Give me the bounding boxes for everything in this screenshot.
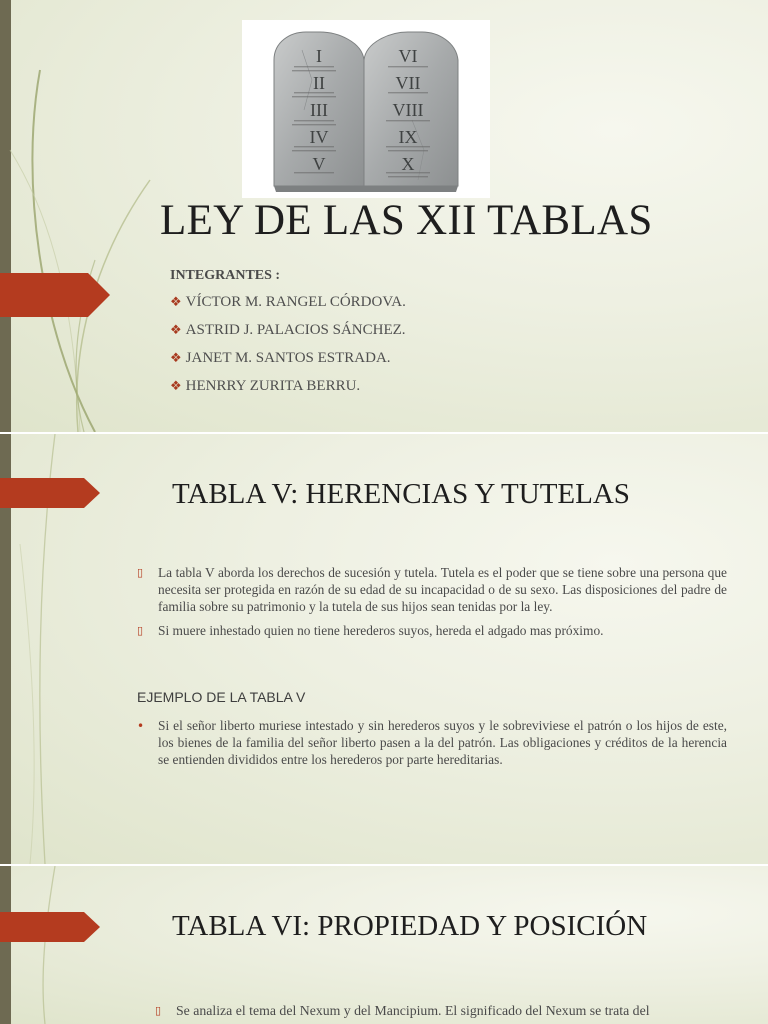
diamond-bullet-icon: ❖ [170, 351, 182, 366]
tablet-numeral: I [316, 46, 322, 66]
bullet-item [137, 717, 727, 768]
square-bullet-icon: ▯ [155, 1004, 162, 1017]
bullet-text: Si muere inhestado quien no tiene herederos suyos, hereda el adgado mas próximo. [158, 623, 604, 638]
left-accent-bar [0, 866, 11, 1024]
diamond-bullet-icon: ❖ [170, 295, 182, 310]
slide-arrow-tab [0, 273, 110, 317]
tabla-v-bullets [137, 564, 727, 646]
tablet-numeral: X [401, 154, 415, 174]
diamond-bullet-icon: ❖ [170, 379, 182, 394]
members-list [170, 292, 406, 404]
member-name: ASTRID J. PALACIOS SÁNCHEZ. [185, 322, 406, 338]
bullet-item [137, 622, 727, 639]
tabla-vi-bullets [155, 1002, 725, 1024]
slide-arrow-tab [0, 478, 100, 508]
example-heading: EJEMPLO DE LA TABLA V [137, 689, 306, 705]
diamond-bullet-icon: ❖ [170, 323, 182, 338]
slide-title [0, 0, 768, 432]
slide-title-tabla-v: TABLA V: HERENCIAS Y TUTELAS [172, 478, 630, 510]
example-bullets [137, 717, 727, 775]
tablet-numeral: IX [398, 127, 418, 147]
member-name: HENRRY ZURITA BERRU. [185, 378, 361, 394]
tablet-numeral: III [310, 100, 328, 120]
bullet-item [155, 1002, 725, 1019]
bullet-text: Se analiza el tema del Nexum y del Mancipium. El significado del Nexum se trata del [176, 1003, 650, 1018]
left-accent-bar [0, 0, 11, 432]
presentation-title: LEY DE LAS XII TABLAS [160, 197, 653, 244]
tablet-numeral: VIII [392, 100, 424, 120]
decorative-swirl-lines [0, 866, 768, 1024]
member-item [170, 376, 406, 404]
member-name: VÍCTOR M. RANGEL CÓRDOVA. [185, 294, 406, 310]
member-item [170, 292, 406, 320]
tablet-numeral: IV [309, 127, 329, 147]
slide-tabla-v [0, 434, 768, 864]
members-label: INTEGRANTES : [170, 268, 281, 283]
tablet-numeral: V [312, 154, 326, 174]
member-name: JANET M. SANTOS ESTRADA. [185, 350, 391, 366]
slide-title-tabla-vi: TABLA VI: PROPIEDAD Y POSICIÓN [172, 910, 648, 942]
slide-tabla-vi [0, 866, 768, 1024]
member-item [170, 320, 406, 348]
tablet-numeral: VII [395, 73, 421, 93]
slide-arrow-tab [0, 912, 100, 942]
bullet-text: La tabla V aborda los derechos de sucesión y tutela. Tutela es el poder que se tiene sobre una persona que necesita ser protegida en razón de su edad de su incapacidad o de su sexo. Las disposiciones del padre de familia sobre su patrimonio y la tutela de sus hijos sean tenidas por la ley. [158, 565, 727, 614]
bullet-item [137, 564, 727, 615]
tablet-numeral: II [313, 73, 325, 93]
square-bullet-icon: ▯ [137, 624, 144, 637]
tablet-numeral: VI [398, 46, 418, 66]
square-bullet-icon: ▯ [137, 566, 144, 579]
bullet-text: Si el señor liberto muriese intestado y sin herederos suyos y le sobreviviese el patrón o los hijos de este, los bienes de la familia del señor liberto pasen a la del patrón. Las obligaciones y créditos de la herencia se entienden divididos entre los herederos por parte hereditarias. [158, 718, 727, 767]
member-item [170, 348, 406, 376]
dot-bullet-icon: • [137, 719, 145, 733]
ten-commandments-tablets-image [242, 20, 490, 198]
